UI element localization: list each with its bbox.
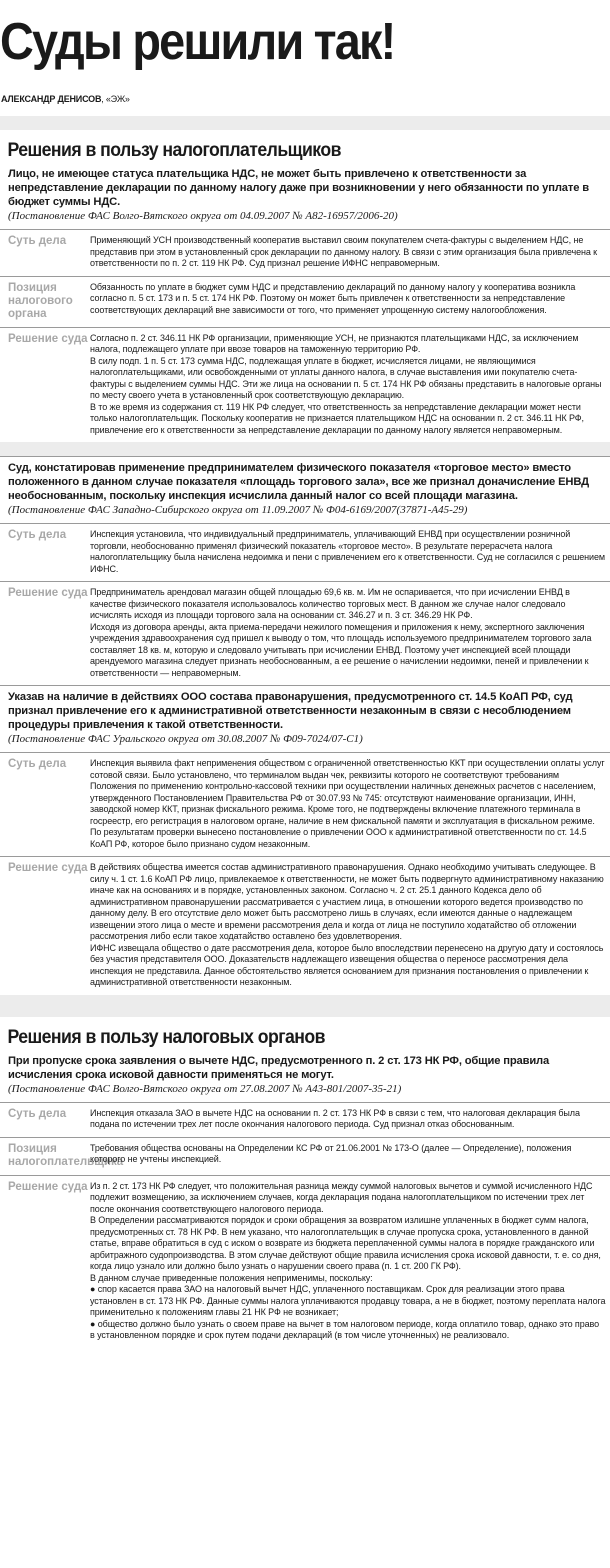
row-paragraph: Предприниматель арендовал магазин общей площадью 69,6 кв. м. Им не оспаривается, что при исчислении ЕНВД в качестве физического показателя использовалось количество торговых мест. В данном же случае налог следовало исчислять исходя из площади торгового зала на основании ст. 346.27 и п. 3 ст. 346.29 НК РФ. [90, 587, 570, 620]
section-divider [0, 995, 610, 1017]
section-divider [0, 116, 610, 130]
row-paragraph: ● общество должно было узнать о своем праве на вычет в том налоговом периоде, когда оплатило товар, однако это право в установленном порядке и срок путем подачи деклараций (в том числе уточненных) не реализовало. [90, 1318, 600, 1340]
row-label: Позиция налогового органа [8, 281, 73, 320]
row-paragraph: Из п. 2 ст. 173 НК РФ следует, что положительная разница между суммой налоговых вычетов и суммой исчисленного НДС подлежит возмещению, за исключением случаев, когда декларация подана налогоплательщиком по истечении трех лет после окончания соответствующего налогового периода. [90, 1180, 593, 1214]
case-title: Лицо, не имеющее статуса плательщика НДС, не может быть привлечено к ответственности за непредставление декларации по данному налогу даже при возникновении у него обязанности по уплате в бюджет суммы НДС. [8, 168, 589, 208]
row-paragraph: Исходя из договора аренды, акта приема-передачи нежилого помещения и приложения к нему, экспертного заключения учреждения здравоохранения суд пришел к выводу о том, что площадь используемого предпринимателем торгового зала составляет 18 кв. м, которую и следовало учитывать при исчислении ЕНВД. Поэтому учет инспекцией всей площади арендуемого магазина следует признать необоснованным, а ее решение о начислении недоимки, пеней и привлечении к ответственности — неправомерным. [90, 621, 592, 678]
row-paragraph: В то же время из содержания ст. 119 НК РФ следует, что ответственность за непредставление декларации может нести только налогоплательщик. Поскольку кооператив не признается плательщиком НДС на основании п. 2 ст. 346.11 НК РФ, привлечение его к ответственности за непредставление декларации по данному налогу является неправомерным. [90, 401, 584, 435]
row-paragraph: Применяющий УСН производственный кооператив выставил своим покупателем счета-фактуры с выделением НДС, не представив при этом в установленный срок декларации по данному налогу. В связи с этим организация была привлечена к ответственности по п. 2 ст. 119 НК РФ. Суд признал решение ИФНС неправомерным. [90, 235, 597, 268]
row-paragraph: ИФНС извещала общество о дате рассмотрения дела, которое было впоследствии перенесено на другую дату и состоялось без участия представителя ООО. Доказательств надлежащего извещения общества о переносе рассмотрения дела инспекция не представила. Данное обстоятельство является основанием для признания постановления о привлечении к административной ответственности незаконным. [90, 942, 604, 987]
row-paragraph: Инспекция выявила факт неприменения обществом с ограниченной ответственностью ККТ при осуществлении оплаты услуг сотовой связи. Было установлено, что терминалом выдан чек, реквизиты которого не соответствуют требованиям Положения по применению контрольно-кассовой техники при осуществлении наличных денежных расчетов с населением, утвержденного Постановлением Правительства РФ от 30.07.93 № 745: отсутствуют наименование организации, ИНН, заводской номер ККТ, признак фискального режима. Кроме того, не подтверждены включение платежного терминала в госреестр, его регистрация в налоговом органе, наличие в нем фискальной памяти и эксплуатация в фискальном режиме. По результатам проверки вынесено постановление о привлечении ООО к административной ответственности по ст. 14.5 КоАП РФ, которое было признано судом незаконным. [90, 758, 605, 849]
case-title: Указав на наличие в действиях ООО состава правонарушения, предусмотренного ст. 14.5 КоАП РФ, суд признал привлечение его к административной ответственности незаконным в связи с несоблюдением процедуры привлечения к такой ответственности. [8, 691, 573, 731]
row-paragraph: В Определении рассматриваются порядок и сроки обращения за возвратом излишне уплаченных в бюджет сумм налога, предусмотренных ст. 78 НК РФ. В нем указано, что налогоплательщик в случае пропуска срока, установленного в данной статье, вправе обратиться в суд с иском о возврате из бюджета переплаченной суммы налога в порядке гражданского или арбитражного судопроизводства. В этом случае действуют общие правила исчисления срока исковой давности, т. е. со дня, когда лицо узнало или должно было узнать о нарушении своего права (п. 1 ст. 200 ГК РФ). [90, 1215, 601, 1271]
case-row [0, 752, 610, 856]
section-heading: Решения в пользу налогоплательщиков [7, 140, 341, 161]
row-text [90, 1181, 610, 1342]
row-text [90, 1108, 610, 1131]
section-heading: Решения в пользу налоговых органов [7, 1026, 325, 1048]
row-label: Решение суда [8, 1180, 88, 1193]
case-title: Суд, констатировав применение предпринимателем физического показателя «торговое место» вместо положенного в данном случае показателя «площадь торгового зала», все же признал доначисление ЕНВД необоснованным, поскольку инспекция исчислила данный налог со всей площади магазина. [8, 462, 589, 502]
case-block [0, 163, 610, 442]
row-text [90, 235, 610, 270]
case-row [0, 581, 610, 685]
row-paragraph: ● спор касается права ЗАО на налоговый вычет НДС, уплаченного поставщикам. Срок для реализации этого права установлен в ст. 173 НК РФ. Данные суммы налога уплачиваются продавцу товара, а не в бюджет, поэтому переплата налога применительно к положениям главы 21 НК РФ не возникает; [90, 1284, 606, 1317]
row-label: Решение суда [8, 587, 88, 599]
case-row [0, 229, 610, 276]
row-text [90, 282, 610, 321]
row-paragraph: Инспекция отказала ЗАО в вычете НДС на основании п. 2 ст. 173 НК РФ в связи с тем, что налоговая декларация была подана по истечении трех лет после окончания налогового периода. Суд признал отказ обоснованным. [90, 1107, 580, 1129]
byline [0, 94, 610, 104]
case-row [0, 327, 610, 443]
row-text [90, 333, 610, 437]
row-paragraph: Обязанность по уплате в бюджет сумм НДС и представлению деклараций по данному налогу у кооператива возникла согласно п. 5 ст. 173 и п. 5 ст. 174 НК РФ. Поэтому он может быть привлечен к ответственности за непредставление соответствующих деклараций вне зависимости от того, что применяет упрощенную систему налогообложения. [90, 281, 576, 315]
row-label: Позиция налогоплательщика [8, 1142, 124, 1168]
case-block [0, 1050, 610, 1348]
row-label: Решение суда [8, 862, 88, 874]
row-text [90, 529, 610, 575]
row-label: Суть дела [8, 235, 67, 247]
ruling-section [0, 1017, 610, 1348]
row-text [90, 758, 610, 850]
row-text [90, 1143, 610, 1169]
case-block [0, 685, 610, 995]
article-body [0, 130, 610, 1348]
case-reference: (Постановление ФАС Волго-Вятского округа от 04.09.2007 № А82-16957/2006-20) [8, 210, 398, 222]
row-paragraph: Требования общества основаны на Определении КС РФ от 21.06.2001 № 173-О (далее — Определение), положения которого не учтены инспекцией. [90, 1142, 572, 1164]
row-label: Суть дела [8, 758, 67, 770]
row-label: Решение суда [8, 332, 88, 345]
case-block [0, 456, 610, 685]
row-text [90, 587, 610, 679]
case-reference: (Постановление ФАС Уральского округа от 30.08.2007 № Ф09-7024/07-С1) [8, 733, 363, 745]
case-row [0, 276, 610, 327]
case-row [0, 1102, 610, 1137]
row-paragraph: В данном случае приведенные положения неприменимы, поскольку: [90, 1272, 373, 1283]
page-header [0, 0, 610, 116]
case-title: При пропуске срока заявления о вычете НДС, предусмотренного п. 2 ст. 173 НК РФ, общие правила исчисления срока исковой давности применяться не могут. [8, 1054, 550, 1081]
row-paragraph: В силу подп. 1 п. 5 ст. 173 сумма НДС, подлежащая уплате в бюджет, исчисляется лицами, не являющимися налогоплательщиками, или освобожденными от уплаты данного налога, в случае выставления ими покупателю счета-фактуры с выделением суммы НДС. Эти же лица на основании п. 5 ст. 174 НК РФ обязаны представить в налоговые органы по месту своего учета в установленный срок соответствующую декларацию. [90, 355, 602, 400]
author-source: , «ЭЖ» [101, 94, 130, 104]
ruling-section [0, 130, 610, 995]
case-row [0, 1175, 610, 1348]
row-paragraph: Инспекция установила, что индивидуальный предприниматель, уплачивающий ЕНВД при осуществлении розничной торговли, необоснованно применял физический показатель «торговое место». В результате перерасчета налога налогоплательщику была начислена недоимка и пени с привлечением его к ответственности. Суд не согласился с решением ИФНС. [90, 529, 605, 574]
case-divider [0, 442, 610, 456]
case-reference: (Постановление ФАС Волго-Вятского округа от 27.08.2007 № А43-801/2007-35-21) [8, 1082, 402, 1095]
row-label: Суть дела [8, 529, 67, 541]
author-name: АЛЕКСАНДР ДЕНИСОВ [1, 94, 102, 104]
page-title: Суды решили так! [0, 13, 395, 71]
row-text [90, 862, 610, 989]
row-paragraph: Согласно п. 2 ст. 346.11 НК РФ организации, применяющие УСН, не признаются плательщиками НДС, за исключением налога, подлежащего уплате при ввозе товаров на таможенную территорию РФ. [90, 332, 579, 354]
row-label: Суть дела [8, 1107, 67, 1120]
case-row [0, 1137, 610, 1175]
case-reference: (Постановление ФАС Западно-Сибирского округа от 11.09.2007 № Ф04-6169/2007(37871-А45-29) [8, 504, 468, 516]
case-row [0, 523, 610, 581]
row-paragraph: В действиях общества имеется состав административного правонарушения. Однако необходимо учитывать следующее. В силу ч. 1 ст. 1.6 КоАП РФ лицо, привлекаемое к ответственности, не может быть подвергнуто административному наказанию иначе как на основаниях и в порядке, установленных законом. Согласно ч. 2 ст. 25.1 данного Кодекса дело об административном правонарушении рассматривается с участием лица, в отношении которого ведется производство по данному делу. В его отсутствие дело может быть рассмотрено лишь в случаях, если имеются данные о надлежащем извещении этого лица о месте и времени рассмотрения дела и когда от лица не поступило ходатайство об отложении рассмотрения либо если такое ходатайство оставлено без удовлетворения. [90, 862, 604, 941]
case-row [0, 856, 610, 995]
